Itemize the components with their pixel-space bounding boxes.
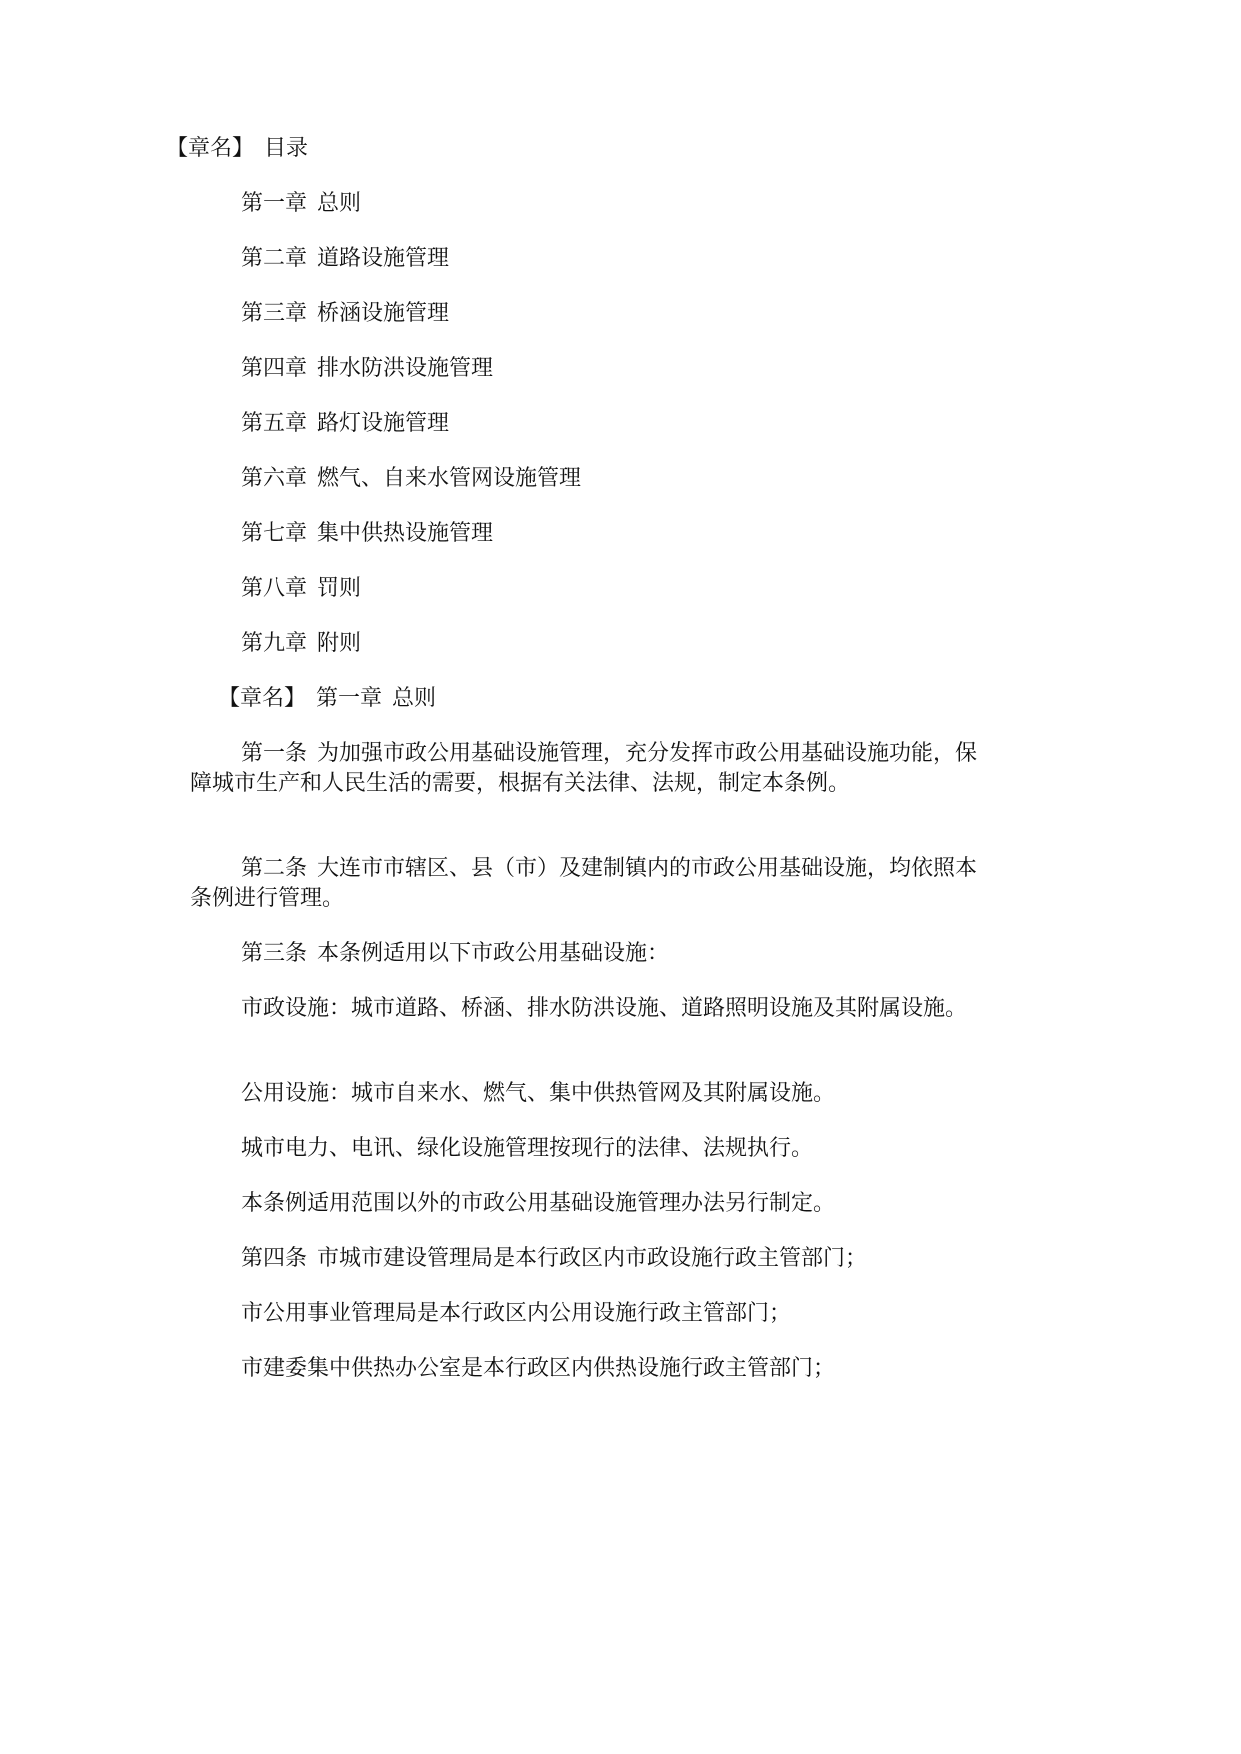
article-text: 市城市建设管理局是本行政区内市政设施行政主管部门； bbox=[317, 1246, 868, 1271]
toc-entry-num: 第九章 bbox=[241, 631, 308, 656]
toc-entry-num: 第五章 bbox=[241, 411, 308, 436]
toc-entry-name: 桥涵设施管理 bbox=[317, 301, 450, 326]
toc-entry bbox=[241, 574, 361, 604]
toc-entry-name: 附则 bbox=[317, 631, 362, 656]
article-paragraph bbox=[190, 854, 990, 914]
paragraph-text: 市政设施：城市道路、桥涵、排水防洪设施、道路照明设施及其附属设施。 bbox=[241, 996, 968, 1021]
paragraph-text: 本条例适用范围以外的市政公用基础设施管理办法另行制定。 bbox=[241, 1191, 836, 1216]
chapter-heading-name: 总则 bbox=[392, 686, 437, 711]
body-paragraph bbox=[190, 994, 990, 1024]
toc-entry-num: 第三章 bbox=[241, 301, 308, 326]
paragraph-text: 市建委集中供热办公室是本行政区内供热设施行政主管部门； bbox=[241, 1356, 836, 1381]
toc-entry-name: 总则 bbox=[317, 191, 362, 216]
toc-entry-name: 集中供热设施管理 bbox=[317, 521, 494, 546]
toc-entry bbox=[241, 629, 361, 659]
toc-entry bbox=[241, 299, 449, 329]
article-num: 第四条 bbox=[241, 1246, 308, 1271]
toc-entry-name: 路灯设施管理 bbox=[317, 411, 450, 436]
toc-entry-num: 第四章 bbox=[241, 356, 308, 381]
toc-entry bbox=[241, 464, 581, 494]
toc-entry bbox=[241, 189, 361, 219]
body-paragraph bbox=[190, 1299, 990, 1329]
toc-entry-num: 第八章 bbox=[241, 576, 308, 601]
toc-entry-name: 道路设施管理 bbox=[317, 246, 450, 271]
article-paragraph bbox=[190, 739, 990, 799]
article-num: 第二条 bbox=[241, 856, 308, 881]
body-paragraph bbox=[190, 1079, 990, 1109]
chapter-heading bbox=[218, 684, 436, 714]
body-paragraph bbox=[190, 1354, 990, 1384]
article-text: 大连市市辖区、县（市）及建制镇内的市政公用基础设施，均依照本条例进行管理。 bbox=[190, 856, 978, 911]
article-text: 为加强市政公用基础设施管理，充分发挥市政公用基础设施功能，保障城市生产和人民生活的需要，根据有关法律、法规，制定本条例。 bbox=[190, 741, 978, 796]
toc-entry-num: 第一章 bbox=[241, 191, 308, 216]
toc-entry-num: 第七章 bbox=[241, 521, 308, 546]
toc-entry bbox=[241, 354, 493, 384]
article-num: 第三条 bbox=[241, 941, 308, 966]
toc-heading bbox=[166, 134, 308, 164]
toc-entry bbox=[241, 519, 493, 549]
toc-entry bbox=[241, 244, 449, 274]
article-paragraph bbox=[190, 1244, 990, 1274]
paragraph-text: 城市电力、电讯、绿化设施管理按现行的法律、法规执行。 bbox=[241, 1136, 814, 1161]
toc-heading-label: 【章名】 bbox=[166, 136, 255, 161]
toc-entry-name: 罚则 bbox=[317, 576, 362, 601]
toc-entry-num: 第二章 bbox=[241, 246, 308, 271]
article-num: 第一条 bbox=[241, 741, 308, 766]
body-paragraph bbox=[190, 1189, 990, 1219]
paragraph-text: 公用设施：城市自来水、燃气、集中供热管网及其附属设施。 bbox=[241, 1081, 836, 1106]
toc-entry-name: 燃气、自来水管网设施管理 bbox=[317, 466, 582, 491]
paragraph-text: 市公用事业管理局是本行政区内公用设施行政主管部门； bbox=[241, 1301, 792, 1326]
chapter-heading-label: 【章名】 bbox=[218, 686, 307, 711]
chapter-heading-num: 第一章 bbox=[316, 686, 383, 711]
toc-entry-num: 第六章 bbox=[241, 466, 308, 491]
body-paragraph bbox=[190, 1134, 990, 1164]
toc-entry bbox=[241, 409, 449, 439]
article-paragraph bbox=[190, 939, 990, 969]
article-text: 本条例适用以下市政公用基础设施： bbox=[317, 941, 670, 966]
toc-heading-title: 目录 bbox=[264, 136, 309, 161]
toc-entry-name: 排水防洪设施管理 bbox=[317, 356, 494, 381]
